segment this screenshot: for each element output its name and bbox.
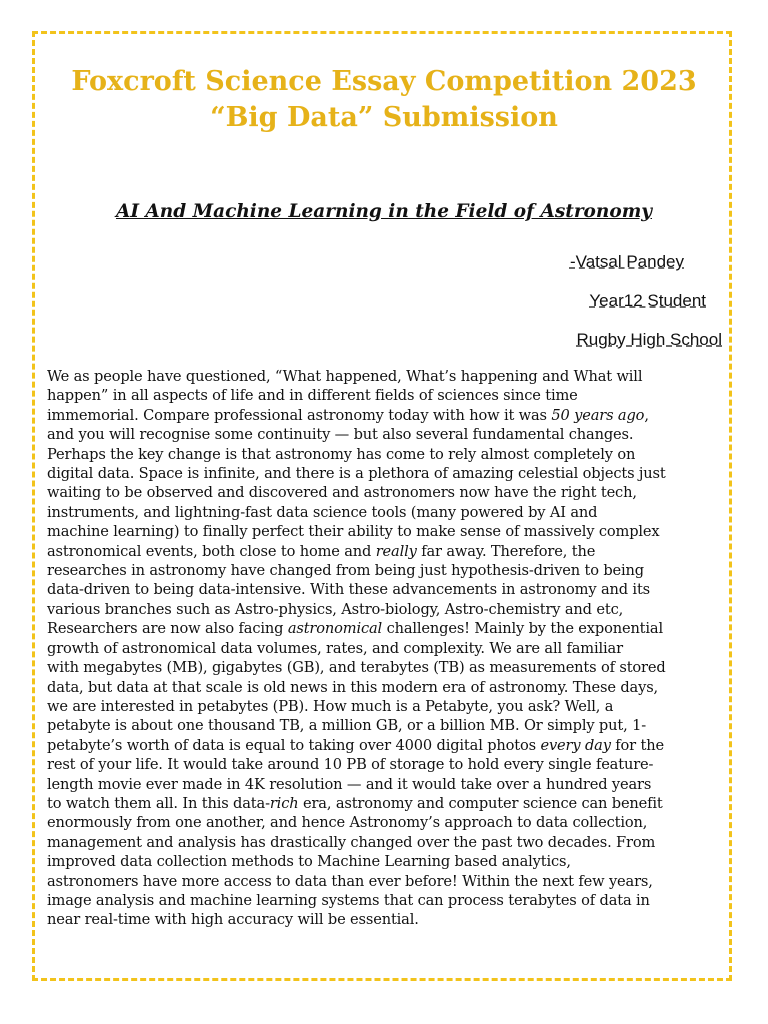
body-line bbox=[47, 716, 732, 735]
body-text-segment: astronomers have more access to data than ever before! Within the next few years, bbox=[47, 872, 653, 890]
body-text-segment: digital data. Space is infinite, and there is a plethora of amazing celestial objects just bbox=[47, 465, 666, 483]
body-text-segment: we are interested in petabytes (PB). How much is a Petabyte, you ask? Well, a bbox=[47, 697, 614, 715]
body-line bbox=[47, 736, 732, 755]
author-block bbox=[570, 250, 722, 367]
author-name: -Vatsal Pandey bbox=[569, 252, 684, 271]
body-text-segment: for the bbox=[610, 736, 664, 754]
body-line bbox=[47, 813, 732, 832]
body-text-segment: , bbox=[644, 406, 649, 424]
body-line bbox=[47, 445, 732, 464]
body-text-segment: data, but data at that scale is old news in this modern era of astronomy. These days, bbox=[47, 678, 659, 696]
body-text-segment: rest of your life. It would take around 10 PB of storage to hold every single feature- bbox=[47, 756, 654, 774]
body-text-segment: waiting to be observed and discovered and astronomers now have the right tech, bbox=[47, 484, 637, 502]
body-line bbox=[47, 503, 732, 522]
body-text-segment: management and analysis has drastically changed over the past two decades. From bbox=[47, 833, 656, 851]
body-line bbox=[47, 678, 732, 697]
body-emphasis: astronomical bbox=[287, 620, 383, 638]
body-emphasis: really bbox=[375, 542, 417, 560]
body-line bbox=[47, 561, 732, 580]
body-text-segment: happen” in all aspects of life and in different fields of sciences since time bbox=[47, 387, 578, 405]
body-line bbox=[47, 639, 732, 658]
body-text-segment: length movie ever made in 4K resolution — and it would take over a hundred years bbox=[47, 775, 652, 793]
body-text-segment: petabyte’s worth of data is equal to taking over 4000 digital photos bbox=[47, 736, 541, 754]
body-line bbox=[47, 697, 732, 716]
body-text-segment: far away. Therefore, the bbox=[416, 542, 596, 560]
competition-heading bbox=[34, 64, 734, 136]
body-text-segment: with megabytes (MB), gigabytes (GB), and terabytes (TB) as measurements of stored bbox=[47, 659, 666, 677]
body-text-segment: immemorial. Compare professional astronomy today with how it was bbox=[47, 406, 552, 424]
body-text-segment: improved data collection methods to Machine Learning based analytics, bbox=[47, 853, 571, 871]
body-line bbox=[47, 910, 732, 929]
essay-body bbox=[47, 367, 732, 930]
body-line bbox=[47, 580, 732, 599]
body-emphasis: every day bbox=[540, 736, 611, 754]
body-text-segment: machine learning) to finally perfect their ability to make sense of massively complex bbox=[47, 523, 660, 541]
body-text-segment: growth of astronomical data volumes, rates, and complexity. We are all familiar bbox=[47, 639, 623, 657]
body-line bbox=[47, 464, 732, 483]
body-line bbox=[47, 425, 732, 444]
body-line bbox=[47, 794, 732, 813]
heading-line-1: Foxcroft Science Essay Competition 2023 bbox=[71, 66, 697, 97]
body-text-segment: Researchers are now also facing bbox=[47, 620, 288, 638]
author-school: Rugby High School bbox=[576, 330, 722, 349]
body-text-segment: various branches such as Astro-physics, Astro-biology, Astro-chemistry and etc, bbox=[47, 600, 624, 618]
body-line bbox=[47, 775, 732, 794]
body-line bbox=[47, 833, 732, 852]
body-line bbox=[47, 872, 732, 891]
body-line bbox=[47, 522, 732, 541]
body-text-segment: and you will recognise some continuity — but also several fundamental changes. bbox=[47, 426, 634, 444]
body-text-segment: data-driven to being data-intensive. With these advancements in astronomy and its bbox=[47, 581, 651, 599]
body-text-segment: era, astronomy and computer science can benefit bbox=[298, 794, 663, 812]
body-line bbox=[47, 600, 732, 619]
body-text-segment: to watch them all. In this data- bbox=[47, 794, 270, 812]
body-text-segment: image analysis and machine learning systems that can process terabytes of data in bbox=[47, 891, 650, 909]
body-text-segment: Perhaps the key change is that astronomy has come to rely almost completely on bbox=[47, 445, 636, 463]
body-emphasis: rich bbox=[269, 794, 299, 812]
heading-line-2: “Big Data” Submission bbox=[210, 102, 558, 133]
body-text-segment: petabyte is about one thousand TB, a million GB, or a billion MB. Or simply put, 1- bbox=[47, 717, 646, 735]
body-line bbox=[47, 483, 732, 502]
body-emphasis: 50 years ago bbox=[551, 406, 645, 424]
essay-title: AI And Machine Learning in the Field of Astronomy bbox=[115, 201, 653, 222]
author-year: Year12 Student bbox=[589, 291, 706, 310]
body-text-segment: researches in astronomy have changed from being just hypothesis-driven to being bbox=[47, 562, 644, 580]
body-line bbox=[47, 658, 732, 677]
body-line bbox=[47, 386, 732, 405]
body-line bbox=[47, 755, 732, 774]
body-line bbox=[47, 852, 732, 871]
body-line bbox=[47, 891, 732, 910]
body-text-segment: instruments, and lightning-fast data science tools (many powered by AI and bbox=[47, 503, 598, 521]
body-text-segment: challenges! Mainly by the exponential bbox=[382, 620, 663, 638]
body-line bbox=[47, 406, 732, 425]
body-line bbox=[47, 619, 732, 638]
body-text-segment: We as people have questioned, “What happened, What’s happening and What will bbox=[47, 368, 643, 385]
body-line bbox=[47, 542, 732, 561]
body-text-segment: enormously from one another, and hence Astronomy’s approach to data collection, bbox=[47, 814, 648, 832]
body-line bbox=[47, 367, 732, 386]
body-text-segment: astronomical events, both close to home and bbox=[47, 542, 376, 560]
body-text-segment: near real-time with high accuracy will be essential. bbox=[47, 911, 419, 929]
